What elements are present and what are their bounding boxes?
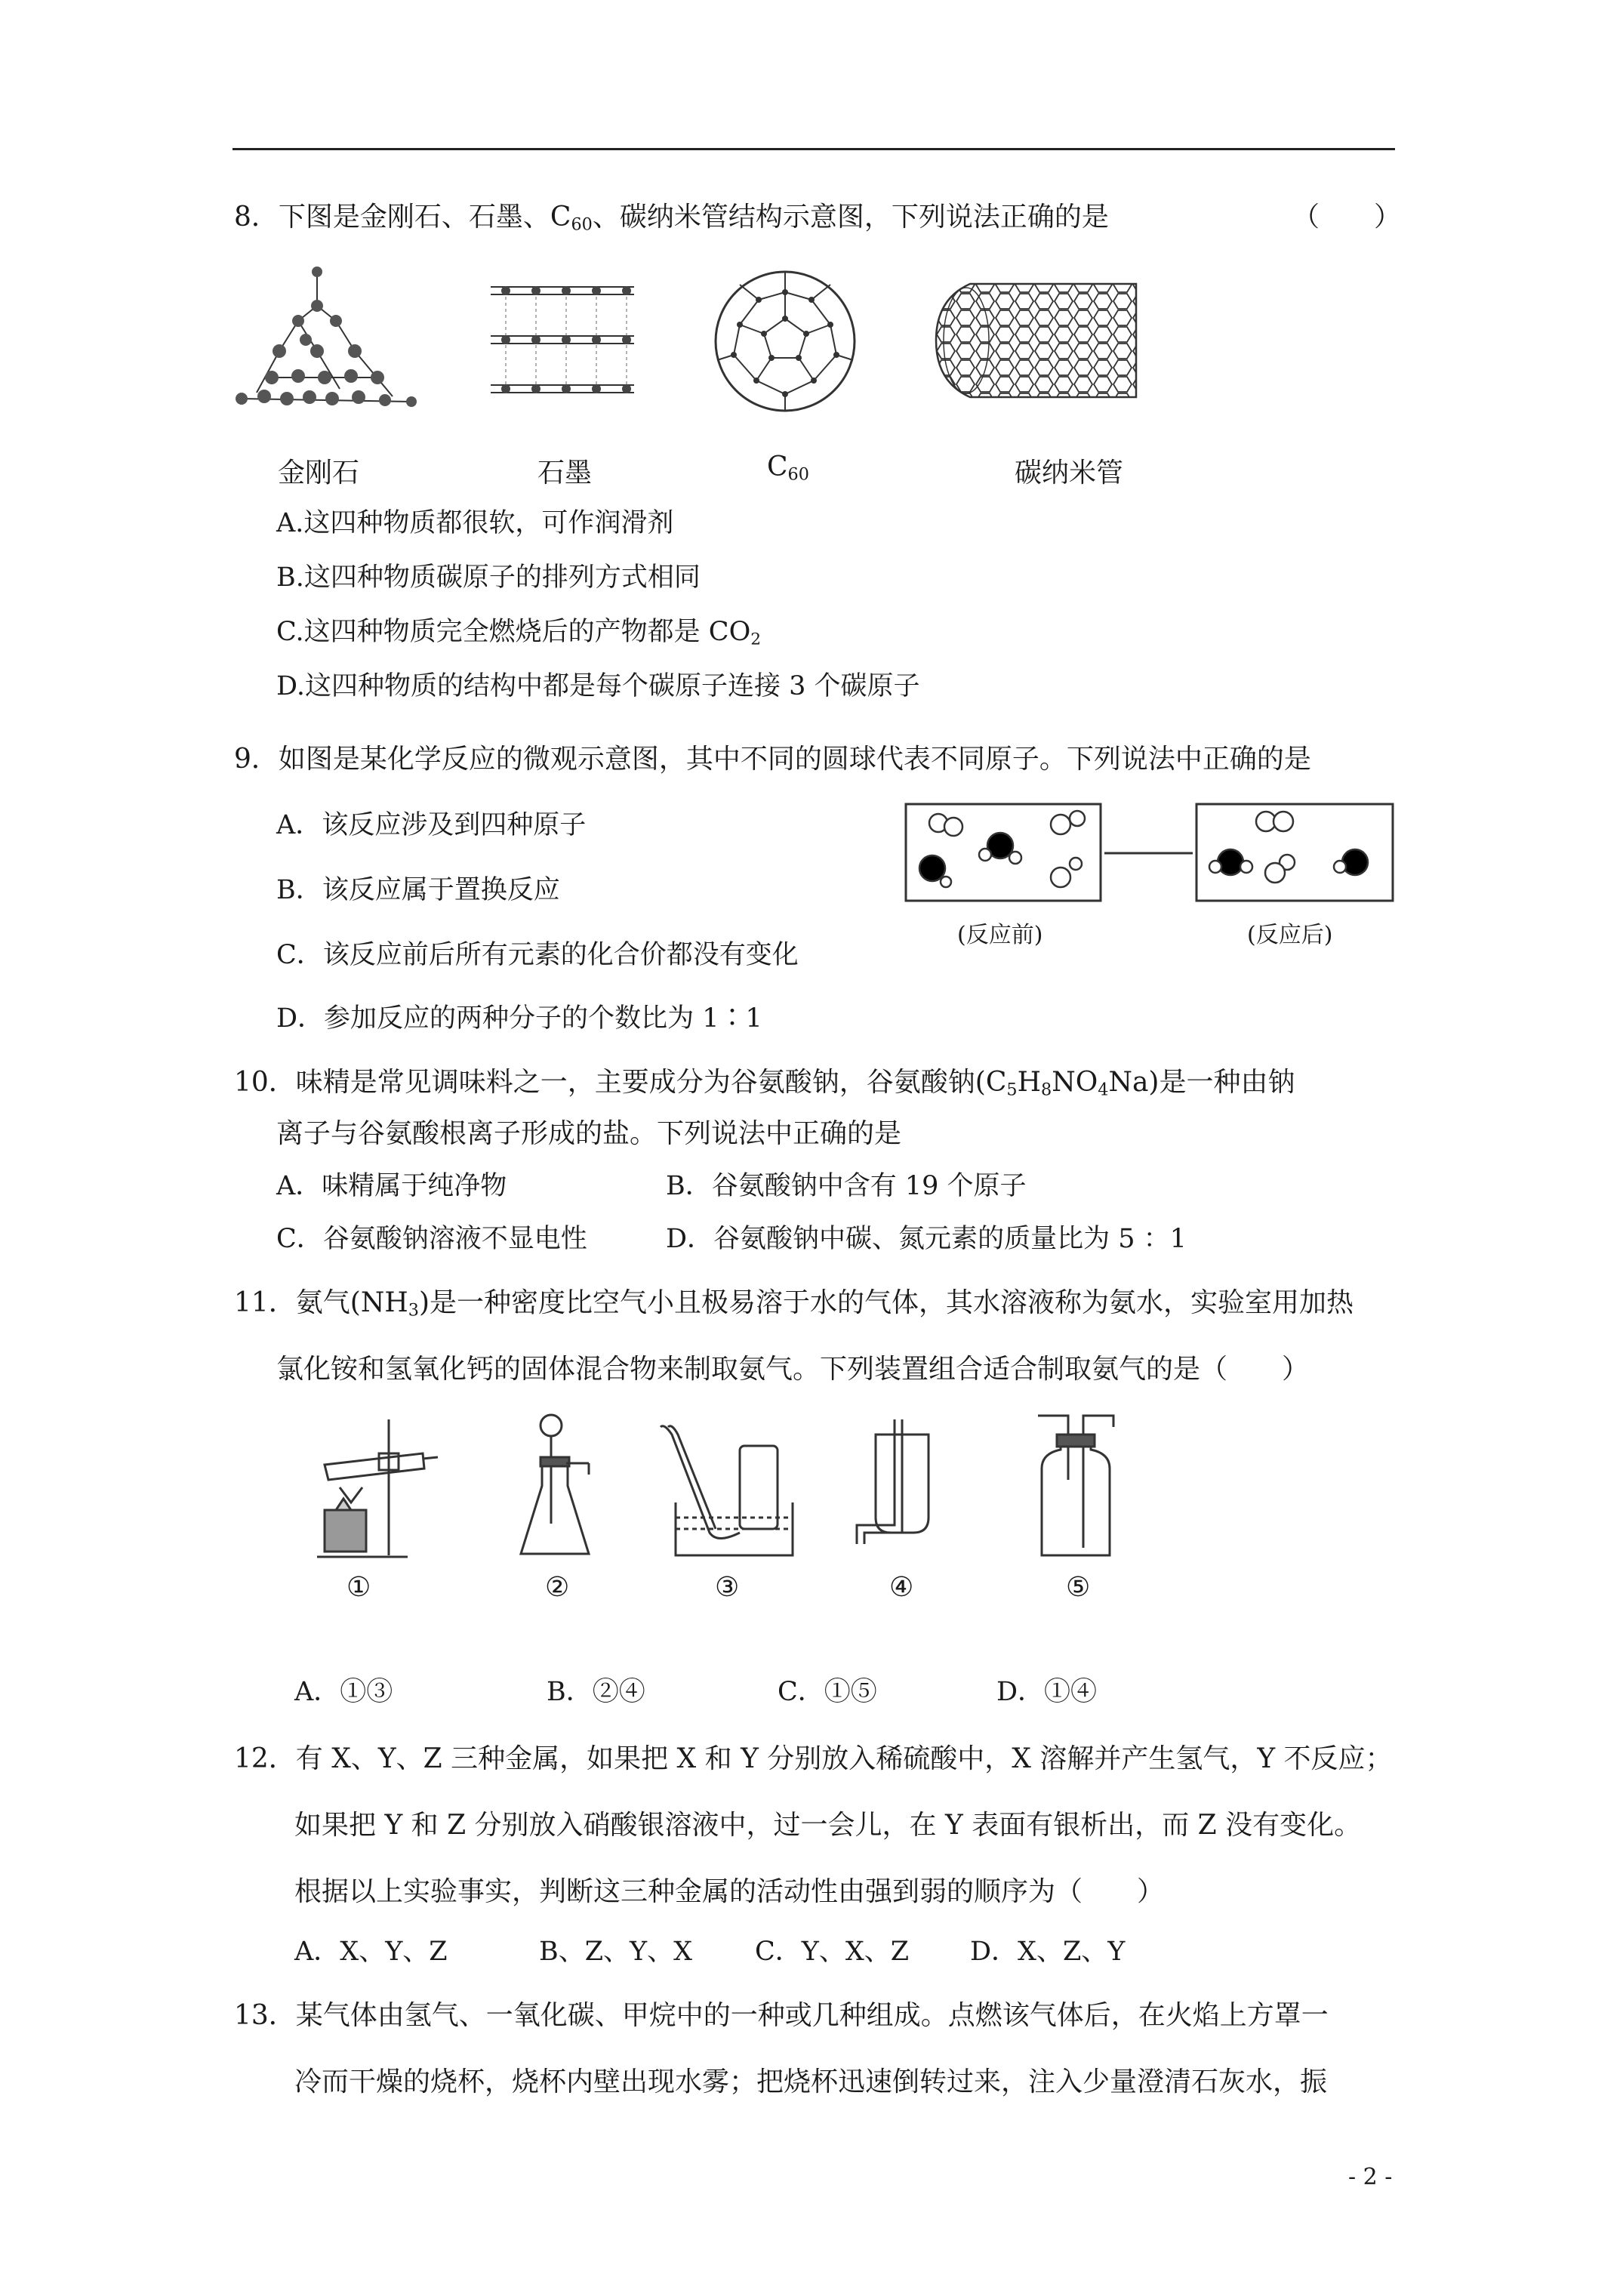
caption-graphite: 石墨: [537, 458, 593, 488]
q12-stem-line3: 根据以上实验事实，判断这三种金属的活动性由强到弱的顺序为（ ）: [294, 1876, 1165, 1907]
q11-option-c[interactable]: C．①⑤: [778, 1677, 877, 1707]
q10-stem-line1: 10．味精是常见调味料之一，主要成分为谷氨酸钠，谷氨酸钠$(C_5H_8NO_4Na)$是一种由钠: [234, 1067, 1295, 1100]
q10-stem-line2: 离子与谷氨酸根离子形成的盐。下列说法中正确的是: [276, 1118, 902, 1149]
q12-option-d[interactable]: D．X、Z、Y: [970, 1937, 1126, 1967]
apparatus-label-3: ③: [715, 1572, 740, 1603]
caption-c60: $C_{60}$: [767, 451, 809, 485]
caption-diamond: 金刚石: [278, 458, 360, 488]
apparatus-3-water-trough: [657, 1419, 800, 1563]
q10-option-d[interactable]: D．谷氨酸钠中碳、氮元素的质量比为 5 ：1: [666, 1224, 1187, 1254]
apparatus-label-1: ①: [346, 1572, 371, 1603]
header-rule: [233, 148, 1395, 150]
diamond-structure-figure: [226, 264, 423, 415]
nanotube-structure-figure: [936, 276, 1140, 405]
reaction-diagram: [902, 800, 1400, 906]
q12-option-a[interactable]: A．X、Y、Z: [294, 1937, 448, 1967]
apparatus-2-flask-funnel: [513, 1410, 604, 1561]
q8-stem: 8．下图是金刚石、石墨、$C_{60}$、碳纳米管结构示意图，下列说法正确的是: [234, 202, 1109, 235]
page-number: - 2 -: [1348, 2164, 1393, 2190]
c60-structure-figure: [710, 266, 861, 417]
q12-stem-line2: 如果把 Y 和 Z 分别放入硝酸银溶液中，过一会儿，在 Y 表面有银析出，而 Z 没有变化。: [294, 1810, 1362, 1841]
label-before-reaction: (反应前): [957, 922, 1043, 948]
q8-option-d[interactable]: D.这四种物质的结构中都是每个碳原子连接 3 个碳原子: [276, 671, 920, 701]
q9-option-a[interactable]: A．该反应涉及到四种原子: [276, 810, 587, 840]
label-after-reaction: (反应后): [1247, 922, 1333, 948]
q10-option-a[interactable]: A．味精属于纯净物: [276, 1171, 507, 1201]
apparatus-4-inverted-bottle: [853, 1419, 944, 1563]
q12-option-c[interactable]: C．Y、X、Z: [755, 1937, 910, 1967]
apparatus-5-gas-bottle: [1027, 1412, 1125, 1563]
q11-option-d[interactable]: D．①④: [996, 1677, 1098, 1707]
apparatus-1-heating-tube: [310, 1412, 445, 1563]
q10-option-b[interactable]: B．谷氨酸钠中含有 19 个原子: [666, 1171, 1027, 1201]
graphite-structure-figure: [483, 272, 642, 415]
q13-stem-line1: 13．某气体由氢气、一氧化碳、甲烷中的一种或几种组成。点燃该气体后，在火焰上方罩一: [234, 2000, 1329, 2031]
q9-stem: 9．如图是某化学反应的微观示意图，其中不同的圆球代表不同原子。下列说法中正确的是: [234, 744, 1311, 775]
q13-stem-line2: 冷而干燥的烧杯，烧杯内壁出现水雾；把烧杯迅速倒转过来，注入少量澄清石灰水，振: [294, 2066, 1328, 2097]
apparatus-label-4: ④: [889, 1572, 914, 1603]
q11-option-b[interactable]: B．②④: [547, 1677, 645, 1707]
q11-stem-line2: 氯化铵和氢氧化钙的固体混合物来制取氨气。下列装置组合适合制取氨气的是（ ）: [276, 1354, 1310, 1385]
q12-option-b[interactable]: B、Z、Y、X: [539, 1937, 693, 1967]
q11-option-a[interactable]: A．①③: [294, 1677, 393, 1707]
q11-stem-line1: 11．氨气$(NH_3)$是一种密度比空气小且极易溶于水的气体，其水溶液称为氨水，实验室用加热: [234, 1287, 1354, 1321]
q8-option-c[interactable]: C.这四种物质完全燃烧后的产物都是 $CO_2$: [276, 617, 762, 649]
q9-option-b[interactable]: B．该反应属于置换反应: [276, 875, 560, 905]
apparatus-label-5: ⑤: [1066, 1572, 1091, 1603]
q8-option-a[interactable]: A.这四种物质都很软，可作润滑剂: [276, 508, 674, 538]
caption-nanotube: 碳纳米管: [1015, 458, 1124, 488]
q8-answer-paren: （ ）: [1292, 202, 1402, 233]
q10-option-c[interactable]: C．谷氨酸钠溶液不显电性: [276, 1224, 587, 1254]
q12-stem-line1: 12．有 X、Y、Z 三种金属，如果把 X 和 Y 分别放入稀硫酸中，X 溶解并产生氢气，Y 不反应；: [234, 1743, 1393, 1774]
q9-option-d[interactable]: D．参加反应的两种分子的个数比为 1∶1: [276, 1003, 762, 1034]
apparatus-label-2: ②: [545, 1572, 570, 1603]
q8-option-b[interactable]: B.这四种物质碳原子的排列方式相同: [276, 562, 701, 593]
q9-option-c[interactable]: C．该反应前后所有元素的化合价都没有变化: [276, 940, 799, 970]
